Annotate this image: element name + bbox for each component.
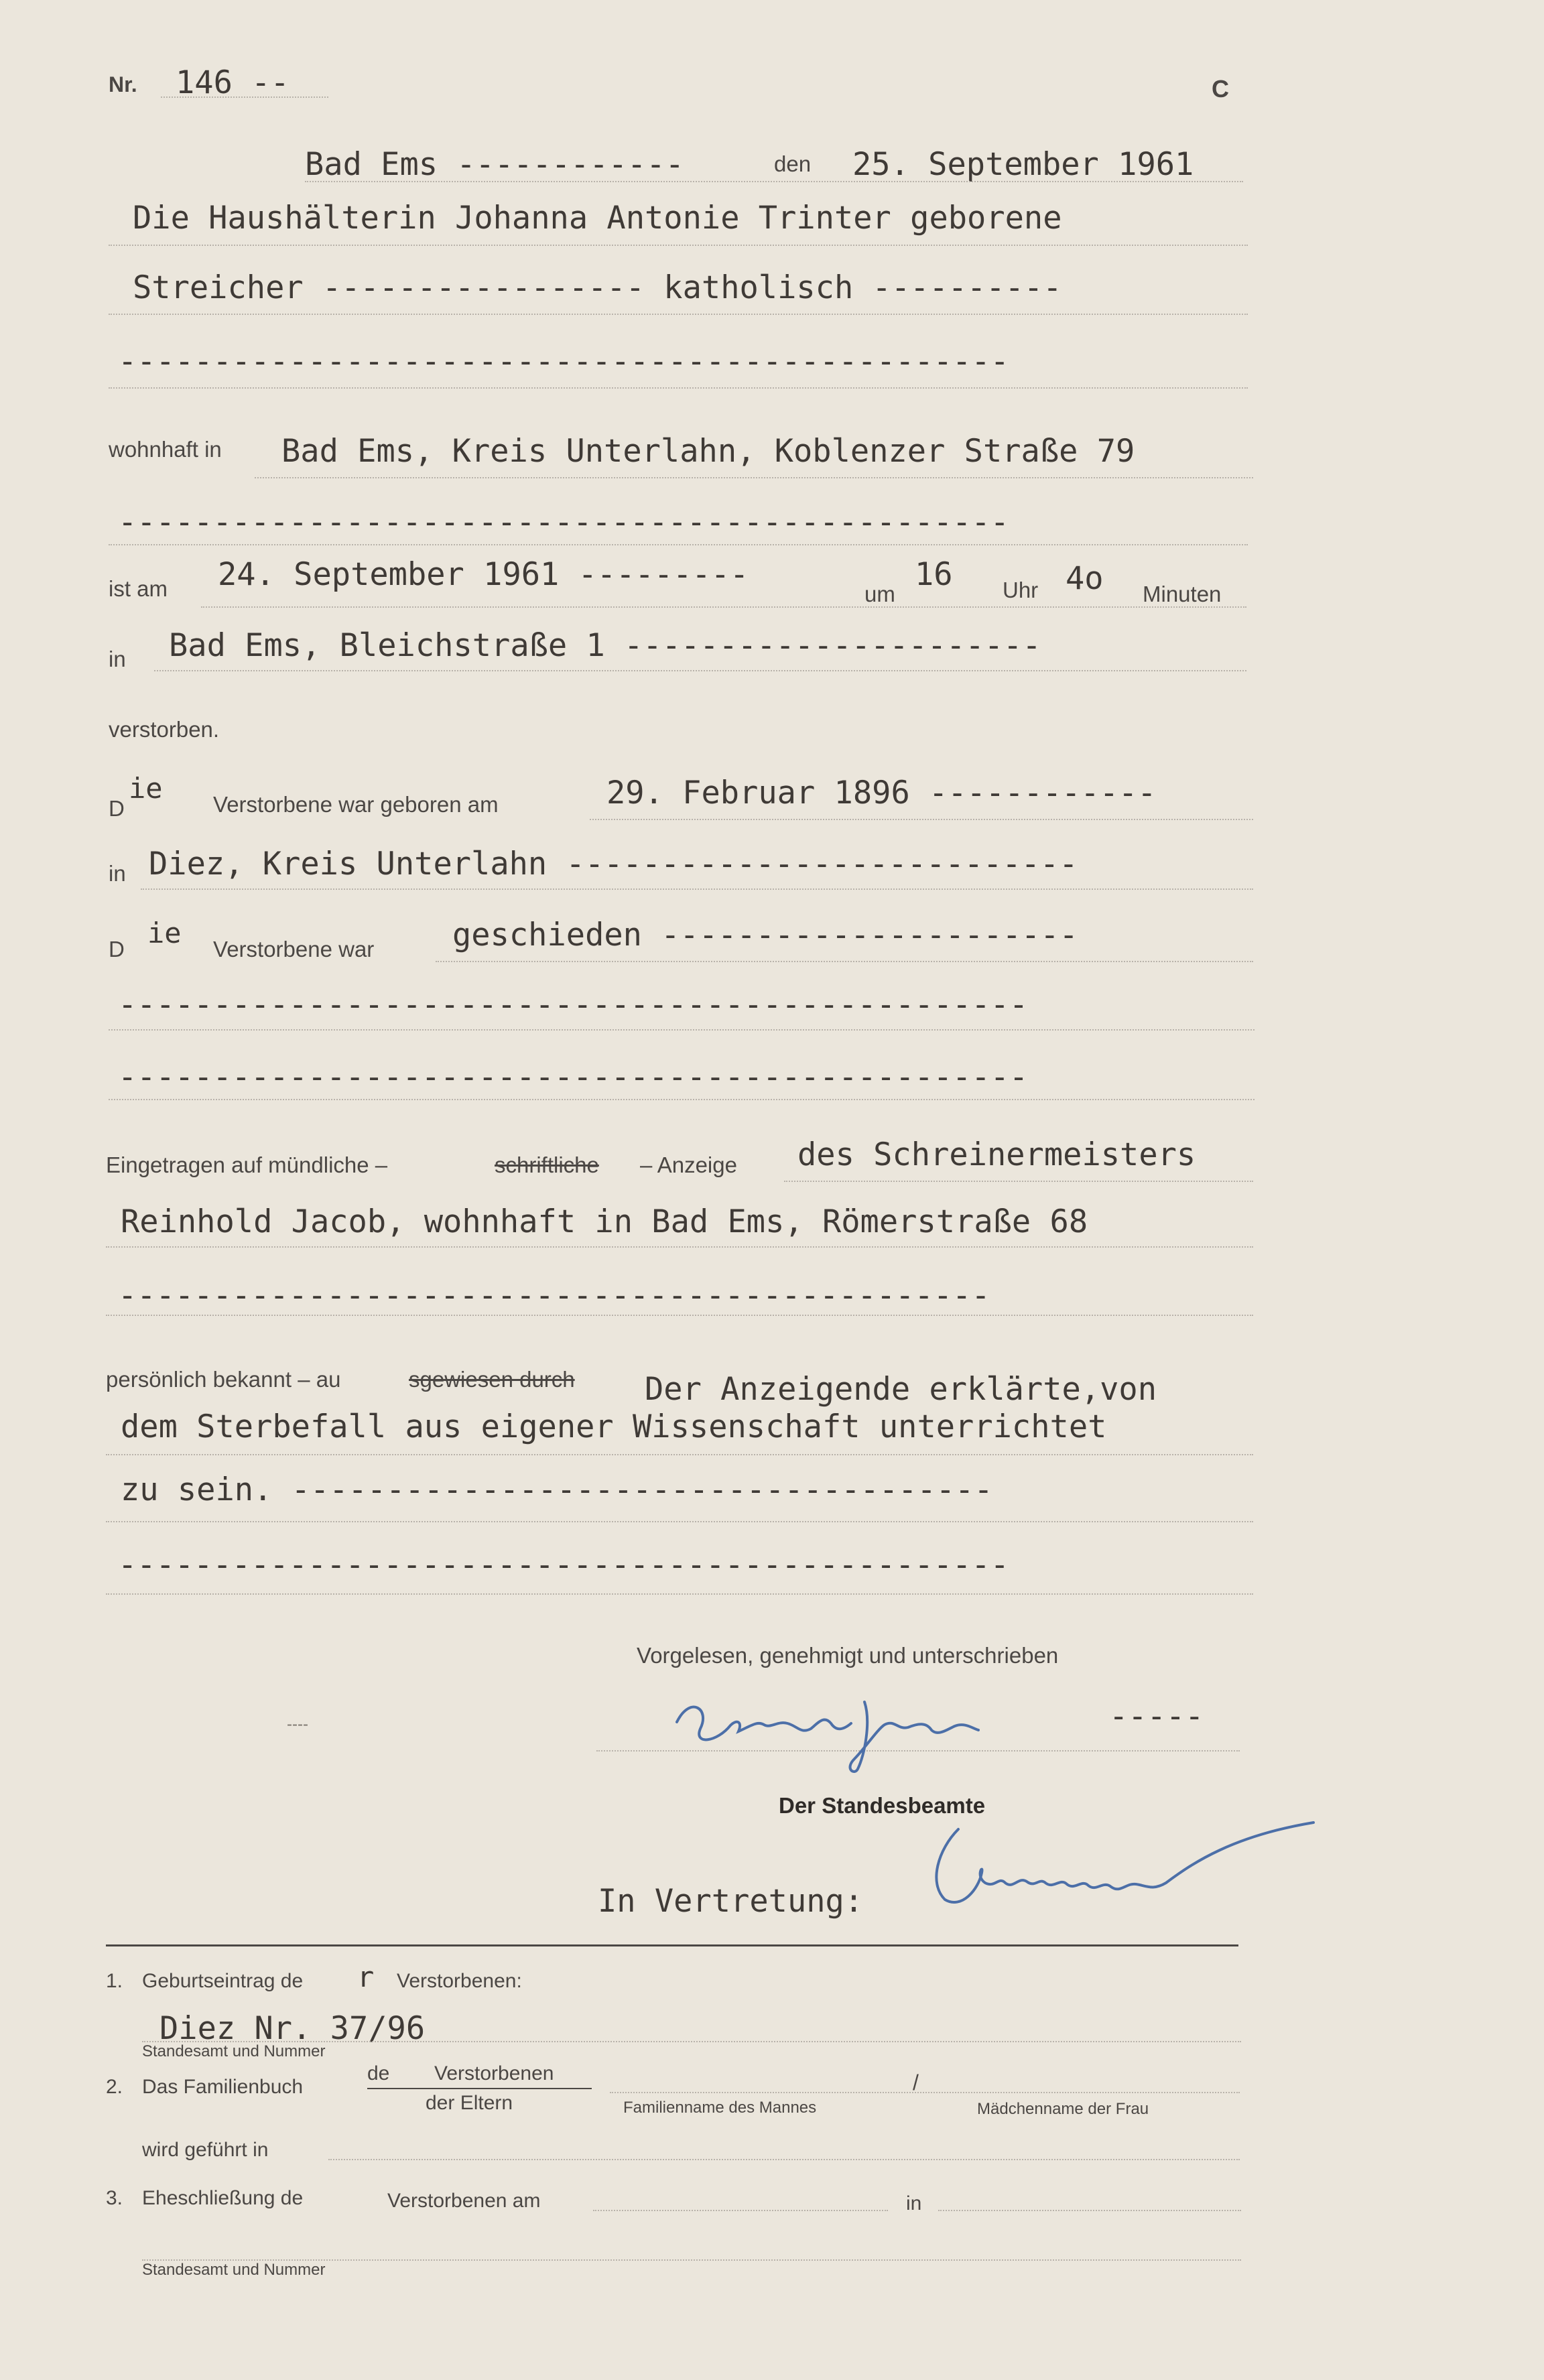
- dotted-line: [109, 1099, 1254, 1100]
- birth-date: 29. Februar 1896 ------------: [606, 775, 1157, 811]
- decedent-line-2: Streicher ----------------- katholisch ----------: [133, 269, 1062, 306]
- residence-value: Bad Ems, Kreis Unterlahn, Koblenzer Straße 79: [281, 433, 1135, 470]
- residence-line-2: -----------------------------------------------: [118, 504, 1009, 541]
- vertretung-label: In Vertretung:: [598, 1883, 864, 1920]
- item1-number: 1.: [106, 1970, 123, 1992]
- item2-gefuehrt: wird geführt in: [142, 2139, 269, 2161]
- item2-fraction-line: [367, 2088, 592, 2089]
- in-label: in: [109, 647, 126, 671]
- ausgewiesen-struck: sgewiesen durch: [409, 1367, 575, 1392]
- dotted-line: [593, 2210, 888, 2211]
- decedent-line-1: Die Haushälterin Johanna Antonie Trinter geborene: [133, 200, 1062, 237]
- birth-place: Diez, Kreis Unterlahn ---------------------------: [149, 846, 1078, 882]
- item1-caption: Standesamt und Nummer: [142, 2042, 326, 2060]
- den-label: den: [774, 151, 812, 176]
- item3-caption: Standesamt und Nummer: [142, 2261, 326, 2279]
- marital-status: geschieden ----------------------: [452, 917, 1078, 953]
- right-dashes: -----: [1109, 1698, 1204, 1735]
- status-line-3: ------------------------------------------------: [118, 1059, 1029, 1096]
- dotted-line: [938, 2210, 1241, 2211]
- uhr-label: Uhr: [1003, 578, 1039, 602]
- minuten-label: Minuten: [1143, 582, 1222, 606]
- footer-rule: [106, 1944, 1238, 1946]
- dotted-line: [255, 477, 1253, 478]
- dotted-line: [201, 606, 1246, 608]
- standesbeamte-label: Der Standesbeamte: [779, 1793, 986, 1818]
- d-suffix: ie: [129, 772, 163, 805]
- registry-date: 25. September 1961: [852, 146, 1194, 183]
- item2-verstorbenen: Verstorbenen: [434, 2062, 554, 2085]
- dotted-line: [154, 670, 1246, 671]
- dotted-line: [436, 961, 1253, 962]
- death-hour: 16: [915, 556, 953, 593]
- schriftliche-struck: schriftliche: [495, 1152, 599, 1177]
- item2-number: 2.: [106, 2076, 123, 2098]
- informant-line-1: des Schreinermeisters: [797, 1136, 1196, 1173]
- item3-label2: Verstorbenen am: [387, 2190, 541, 2212]
- official-signature: [911, 1809, 1327, 1923]
- eingetragen-label: Eingetragen auf mündliche –: [106, 1152, 388, 1177]
- item2-eltern: der Eltern: [426, 2092, 513, 2114]
- item1-r: r: [357, 1961, 375, 1993]
- item3-label: Eheschließung de: [142, 2187, 304, 2209]
- item2-slash: /: [913, 2070, 919, 2095]
- dotted-line: [106, 1246, 1253, 1248]
- death-place: Bad Ems, Bleichstraße 1 ----------------------: [169, 627, 1041, 664]
- dotted-line: [106, 1454, 1253, 1455]
- status-label: Verstorbene war: [213, 937, 375, 962]
- informant-line-2: Reinhold Jacob, wohnhaft in Bad Ems, Römerstraße 68: [121, 1203, 1088, 1240]
- dotted-line: [328, 2159, 1240, 2160]
- birth-entry-value: Diez Nr. 37/96: [159, 2010, 426, 2047]
- item2-de: de: [367, 2062, 390, 2085]
- dotted-line: [109, 245, 1248, 246]
- death-minute: 4o: [1066, 560, 1104, 597]
- nr-label: Nr.: [109, 72, 137, 96]
- item1-label2: Verstorbenen:: [397, 1970, 522, 1992]
- anzeige-label: – Anzeige: [640, 1152, 737, 1177]
- item2-caption-man: Familienname des Mannes: [623, 2099, 817, 2117]
- dotted-line: [142, 2041, 1241, 2042]
- left-dashes: ----: [287, 1715, 308, 1733]
- dotted-line: [109, 387, 1248, 389]
- statement-line-1: Der Anzeigende erklärte,von: [645, 1371, 1157, 1408]
- in-label-birth: in: [109, 861, 126, 886]
- dotted-line: [106, 1593, 1253, 1595]
- d-suffix-status: ie: [147, 917, 182, 949]
- ist-am-label: ist am: [109, 576, 168, 601]
- d-label-status: D: [109, 937, 125, 962]
- dotted-line: [106, 1315, 1253, 1316]
- wohnhaft-label: wohnhaft in: [109, 437, 222, 462]
- informant-line-3: ----------------------------------------------: [118, 1277, 990, 1314]
- item3-in: in: [906, 2192, 922, 2214]
- death-date: 24. September 1961 ---------: [218, 556, 749, 593]
- record-number: 146 --: [176, 64, 290, 101]
- form-letter: C: [1212, 75, 1229, 103]
- item3-number: 3.: [106, 2187, 123, 2209]
- dotted-line: [109, 1029, 1254, 1031]
- informant-signature: [663, 1682, 1092, 1782]
- vorgelesen-label: Vorgelesen, genehmigt und unterschrieben: [637, 1643, 1059, 1668]
- dotted-line: [109, 314, 1248, 315]
- item1-label: Geburtseintrag de: [142, 1970, 304, 1992]
- registry-place: Bad Ems ------------: [305, 146, 684, 183]
- dotted-line: [161, 96, 328, 98]
- dotted-line: [610, 2092, 1240, 2093]
- dotted-line: [109, 544, 1248, 545]
- item2-label: Das Familienbuch: [142, 2076, 304, 2098]
- d-label: D: [109, 796, 125, 821]
- persoenlich-label: persönlich bekannt – au: [106, 1367, 341, 1392]
- status-line-2: ------------------------------------------------: [118, 986, 1029, 1023]
- dotted-line: [590, 819, 1253, 820]
- dotted-line: [141, 888, 1253, 890]
- dotted-line: [106, 1521, 1253, 1522]
- dotted-line: [784, 1181, 1253, 1182]
- statement-line-4: -----------------------------------------------: [118, 1546, 1009, 1583]
- item2-caption-frau: Mädchenname der Frau: [977, 2100, 1149, 2118]
- dotted-line: [305, 181, 1243, 182]
- decedent-line-3: -----------------------------------------------: [118, 343, 1009, 380]
- um-label: um: [864, 582, 895, 606]
- statement-line-3: zu sein. -------------------------------------: [121, 1471, 993, 1508]
- geboren-label: Verstorbene war geboren am: [213, 792, 499, 817]
- statement-line-2: dem Sterbefall aus eigener Wissenschaft unterrichtet: [121, 1408, 1107, 1445]
- dotted-line: [142, 2259, 1241, 2261]
- verstorben-label: verstorben.: [109, 717, 220, 742]
